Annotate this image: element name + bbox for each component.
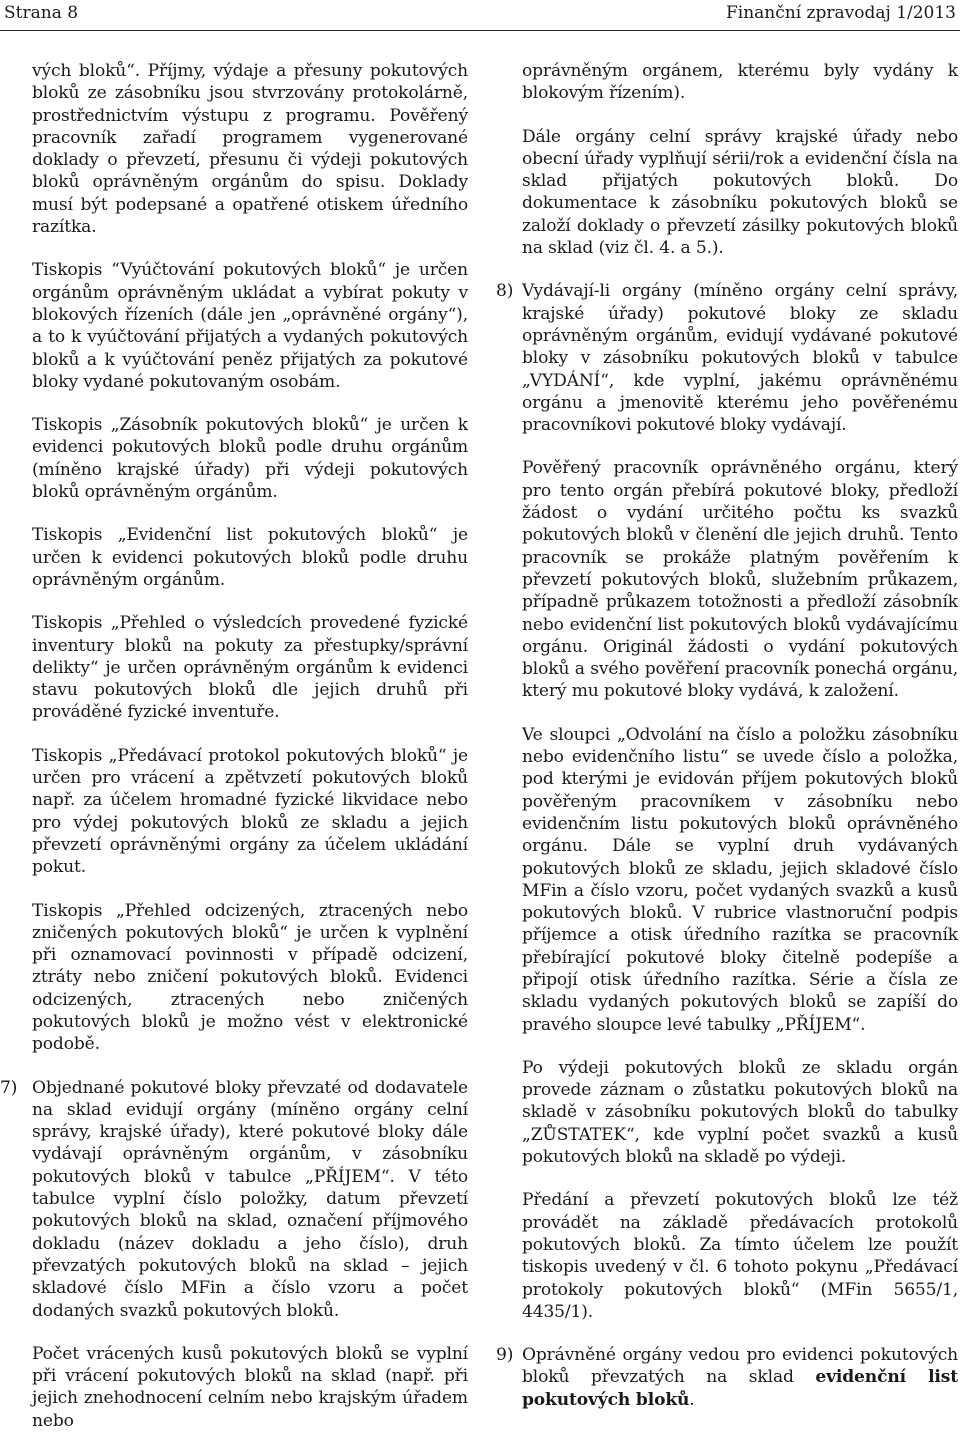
item-text-end: . [689,1389,695,1410]
item-text: Vydávají-li orgány (míněno orgány celní správy, krajské úřady) pokutové bloky ze skladu oprávněným orgánům, evidují vydávané pokutové bloky v zásobníku pokutových bloků v tabulce „VYDÁNÍ“, kde vyplní, jakému oprávněnému orgánu a jmenovitě kterému jeho pověřenému pracovníkovi pokutové bloky vydávají. [522,281,958,436]
paragraph: Dále orgány celní správy krajské úřady nebo obecní úřady vyplňují sérii/rok a evidenční čísla na sklad přijatých pokutových bloků. Do dokumentace k zásobníku pokutových bloků se založí doklady o převzetí zásilky pokutových bloků na sklad (viz čl. 4. a 5.). [522,126,958,259]
paragraph: Po výdeji pokutových bloků ze skladu orgán provede záznam o zůstatku pokutových bloků na skladě v zásobníku pokutových bloků do tabulky „ZŮSTATEK“, kde vyplní počet svazků a kusů pokutových bloků na skladě po výdeji. [522,1057,958,1168]
paragraph: Předání a převzetí pokutových bloků lze též provádět na základě předávacích protokolů pokutových bloků. Za tímto účelem lze použít tiskopis uvedený v čl. 6 tohoto pokynu „Předávací protokoly pokutových bloků“ (MFin 5655/1, 4435/1). [522,1190,958,1322]
paragraph: Tiskopis „Přehled o výsledcích provedené fyzické inventury bloků na pokuty za přestupky/správní delikty“ je určen oprávněným orgánům k evidenci stavu pokutových bloků dle jejich druhů při prováděné fyzické inventuře. [32,613,468,723]
item-text: Objednané pokutové bloky převzaté od dodavatele na sklad evidují orgány (míněno orgány celní správy, krajské úřady), které pokutové bloky dále vydávají oprávněným orgánům, v zásobníku pokutových bloků v tabulce „PŘÍJEM“. V této tabulce vyplní číslo položky, datum převzetí pokutových bloků na sklad, označení příjmového dokladu (název dokladu a jeho číslo), druh převzatých pokutových bloků na sklad – jejich skladové číslo MFin a číslo vzoru a počet dodaných svazků pokutových bloků. [32,1077,468,1321]
page-header [0,0,960,40]
paragraph: Tiskopis „Předávací protokol pokutových bloků“ je určen pro vrácení a zpětvzetí pokutových bloků např. za účelem hromadné fyzické likvidace nebo pro výdej pokutových bloků ze skladu a jejich převzetí oprávněnými orgány za účelem ukládání pokut. [32,745,468,878]
paragraph: Počet vrácených kusů pokutových bloků se vyplní při vrácení pokutových bloků na sklad (např. při jejich znehodnocení celním nebo krajským úřadem nebo [32,1343,468,1431]
paragraph: Tiskopis “Vyúčtování pokutových bloků“ je určen orgánům oprávněným ukládat a vybírat pokuty v blokových řízeních (dále jen „oprávněné orgány“), a to k vyúčtování přijatých a vydaných pokutových bloků a k vyúčtování peněz přijatých za pokutové bloky vydané pokutovaným osobám. [32,260,468,392]
numbered-item-7 [0,1077,468,1322]
left-column [0,60,468,1432]
item-number: 9) [496,1345,514,1366]
numbered-item-9 [496,1344,958,1411]
paragraph: oprávněným orgánem, kterému byly vydány k blokovým řízením). [522,61,958,104]
paragraph: Ve sloupci „Odvolání na číslo a položku zásobníku nebo evidenčního listu“ se uvede číslo a položka, pod kterými je evidován příjem pokutových bloků pověřeným pracovníkem v zásobníku nebo evidenčním listu pokutových bloků oprávněného orgánu. Dále se vyplní druh vydávaných pokutových bloků ze skladu, jejich skladové číslo MFin a číslo vzoru, počet vydaných svazků a kusů pokutových bloků. V rubrice vlastnoruční podpis příjemce a otisk úředního razítka se pracovník přebírající pokutové bloky čitelně podepíše a připojí otisk úředního razítka. Série a čísla ze skladu vydaných pokutových bloků se zapíší do pravého sloupce levé tabulky „PŘÍJEM“. [522,724,958,1035]
item-number: 7) [0,1077,18,1098]
page-number: Strana 8 [4,3,79,23]
journal-title: Finanční zpravodaj 1/2013 [725,3,956,23]
numbered-item-8 [496,280,958,436]
right-column [496,60,958,1411]
item-bold-text: evidenční list pokutových bloků [522,1367,958,1410]
item-text: Oprávněné orgány vedou pro evidenci pokutových bloků převzatých na sklad [522,1345,958,1388]
header-rule [0,30,960,31]
paragraph: Tiskopis „Evidenční list pokutových bloků“ je určen k evidenci pokutových bloků podle druhu oprávněným orgánům. [32,525,468,590]
paragraph: Pověřený pracovník oprávněného orgánu, který pro tento orgán přebírá pokutové bloky, předloží žádost o vydání určitého počtu ks svazků pokutových bloků v členění dle jejich druhů. Tento pracovník se prokáže platným pověřením k převzetí pokutových bloků, služebním průkazem, případně průkazem totožnosti a předloží zásobník nebo evidenční list pokutových bloků vydávajícímu orgánu. Originál žádosti o vydání pokutových bloků a svého pověření pracovník ponechá orgánu, který mu pokutové bloky vydává, k založení. [522,458,958,702]
paragraph: Tiskopis „Zásobník pokutových bloků“ je určen k evidenci pokutových bloků podle druhu orgánům (míněno krajské úřady) při výdeji pokutových bloků oprávněným orgánům. [32,415,468,503]
paragraph: Tiskopis „Přehled odcizených, ztracených nebo zničených pokutových bloků“ je určen k vyplnění při oznamovací povinnosti v případě odcizení, ztráty nebo zničení pokutových bloků. Evidenci odcizených, ztracených nebo zničených pokutových bloků je možno vést v elektronické podobě. [32,900,468,1055]
paragraph: vých bloků“. Příjmy, výdaje a přesuny pokutových bloků ze zásobníku jsou stvrzovány protokolárně, prostřednictvím výstupu z programu. Pověřený pracovník zařadí programem vygenerované doklady o převzetí, přesunu či výdeji pokutových bloků oprávněným orgánům do spisu. Doklady musí být podepsané a opatřené otiskem úředního razítka. [32,61,468,238]
item-number: 8) [496,281,514,302]
